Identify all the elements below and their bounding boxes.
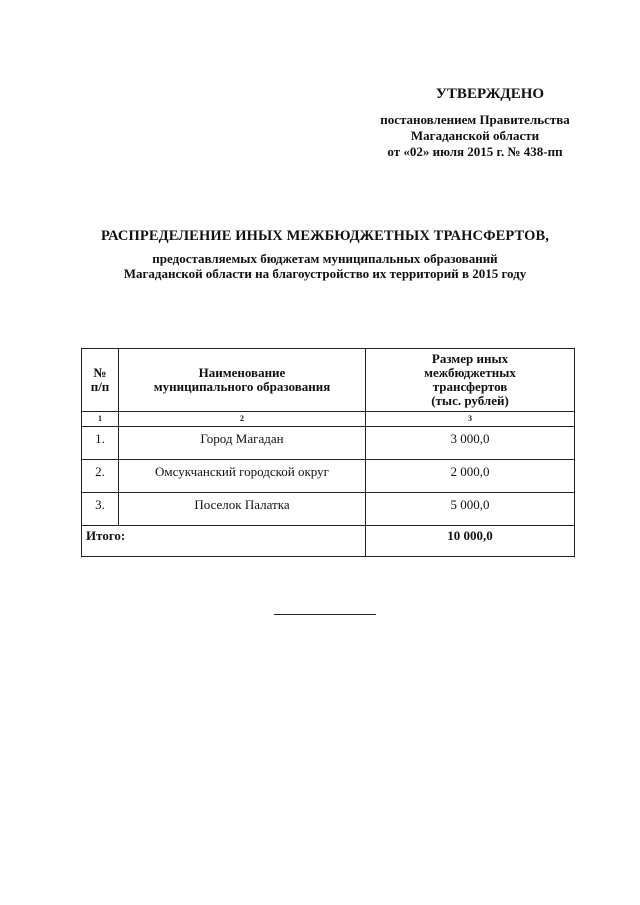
column-number-1: 1 [82, 412, 119, 427]
header-num-line-2: п/п [90, 379, 110, 394]
header-num-line-1: № [93, 365, 107, 380]
row-num: 2. [82, 460, 119, 493]
row-name: Город Магадан [119, 427, 366, 460]
approval-block [350, 86, 600, 160]
row-name: Поселок Палатка [119, 493, 366, 526]
header-amount-line-1: Размер иных [431, 351, 509, 366]
total-amount: 10 000,0 [366, 526, 575, 557]
title-sub-1: предоставляемых бюджетам муниципальных образований [152, 251, 498, 266]
approval-line-1: постановлением Правительства [380, 112, 570, 127]
table-row [82, 460, 575, 493]
row-amount: 5 000,0 [366, 493, 575, 526]
transfers-table [81, 348, 575, 557]
total-label: Итого: [82, 526, 366, 557]
header-amount-line-3: трансфертов [432, 379, 508, 394]
column-number-2: 2 [119, 412, 366, 427]
table-header-row [82, 349, 575, 412]
header-name [119, 349, 366, 412]
approval-line-2: Магаданской области [410, 128, 540, 143]
column-number-3: 3 [366, 412, 575, 427]
row-amount: 3 000,0 [366, 427, 575, 460]
title-main: РАСПРЕДЕЛЕНИЕ ИНЫХ МЕЖБЮДЖЕТНЫХ ТРАНСФЕРТОВ, [100, 228, 549, 244]
row-num: 3. [82, 493, 119, 526]
header-name-line-1: Наименование [198, 365, 286, 380]
header-amount-line-2: межбюджетных [424, 365, 516, 380]
table-row [82, 493, 575, 526]
table-row [82, 427, 575, 460]
header-amount [366, 349, 575, 412]
title-sub-2: Магаданской области на благоустройство их территорий в 2015 году [123, 266, 527, 281]
separator-line [274, 614, 376, 615]
approval-heading: УТВЕРЖДЕНО [435, 86, 545, 102]
column-numbers-row [82, 412, 575, 427]
row-amount: 2 000,0 [366, 460, 575, 493]
header-num [82, 349, 119, 412]
row-num: 1. [82, 427, 119, 460]
approval-line-3: от «02» июля 2015 г. № 438-пп [387, 144, 563, 159]
total-row [82, 526, 575, 557]
document-title [80, 228, 570, 281]
header-amount-line-4: (тыс. рублей) [431, 393, 509, 408]
row-name: Омсукчанский городской округ [119, 460, 366, 493]
header-name-line-2: муниципального образования [153, 379, 331, 394]
